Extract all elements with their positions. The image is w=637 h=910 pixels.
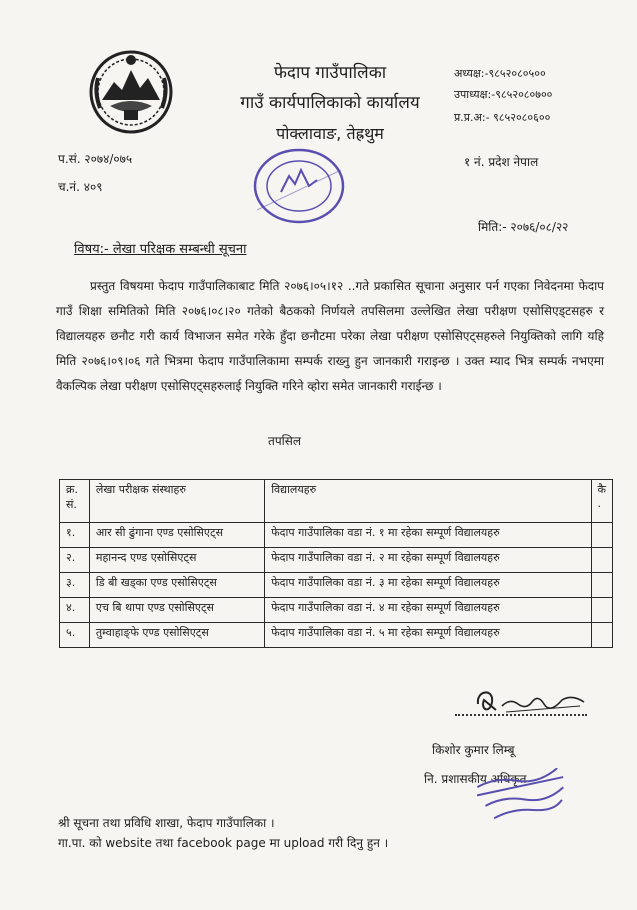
contact-vicechair: उपाध्यक्ष:-९८५२०८०७०० xyxy=(454,88,553,101)
notice-subject: विषय:- लेखा परिक्षक सम्बन्धी सूचना xyxy=(74,242,247,257)
row-serial: २. xyxy=(60,548,90,573)
footer-instruction: गा.पा. को website तथा facebook page मा upload गरी दिनु हुन । xyxy=(58,836,389,850)
row-serial: १. xyxy=(60,523,90,548)
contact-chair: अध्यक्ष:-९८५२०८०५०० xyxy=(454,67,546,80)
table-header-row xyxy=(60,480,613,523)
row-schools: फेदाप गाउँपालिका वडा नं. २ मा रहेका सम्पूर्ण विद्यालयहरु xyxy=(265,548,591,573)
row-schools: फेदाप गाउँपालिका वडा नं. ५ मा रहेका सम्पूर्ण विद्यालयहरु xyxy=(265,623,591,648)
table-row xyxy=(60,623,613,648)
auditor-schedule-table xyxy=(59,479,613,648)
header-remarks: कै . xyxy=(591,480,612,523)
row-schools: फेदाप गाउँपालिका वडा नं. ४ मा रहेका सम्पूर्ण विद्यालयहरु xyxy=(265,598,591,623)
row-remarks xyxy=(591,548,612,573)
signer-name: किशोर कुमार लिम्बू xyxy=(432,743,515,757)
table-row xyxy=(60,523,613,548)
schedule-heading: तपसिल xyxy=(268,434,302,448)
signer-designation: नि. प्रशासकीय अधिकृत xyxy=(424,772,527,786)
row-firm: एच बि थापा एण्ड एसोसिएट्स xyxy=(89,598,264,623)
dispatch-number: च.नं. ४०९ xyxy=(58,180,103,194)
header-firm: लेखा परीक्षक संस्थाहरु xyxy=(89,480,264,523)
header-schools: विद्यालयहरु xyxy=(265,480,591,523)
office-location: पोक्लावाङ, तेह्रथुम xyxy=(276,124,384,143)
row-schools: फेदाप गाउँपालिका वडा नं. १ मा रहेका सम्पूर्ण विद्यालयहरु xyxy=(265,523,591,548)
officer-stamp-icon xyxy=(470,768,574,822)
row-remarks xyxy=(591,573,612,598)
table-row xyxy=(60,573,613,598)
header-serial: क्र. सं. xyxy=(60,480,90,523)
row-serial: ३. xyxy=(60,573,90,598)
row-serial: ४. xyxy=(60,598,90,623)
province-label: १ नं. प्रदेश नेपाल xyxy=(464,155,539,169)
row-firm: महानन्द एण्ड एसोसिएट्स xyxy=(89,548,264,573)
row-schools: फेदाप गाउँपालिका वडा नं. ३ मा रहेका सम्पूर्ण विद्यालयहरु xyxy=(265,573,591,598)
row-remarks xyxy=(591,523,612,548)
row-remarks xyxy=(591,598,612,623)
fiscal-reference: प.सं. २०७४/०७५ xyxy=(58,152,133,166)
nepal-emblem-icon xyxy=(88,48,174,136)
row-firm: आर सी ढुंगाना एण्ड एसोसिएट्स xyxy=(89,523,264,548)
row-firm: डि बी खड्का एण्ड एसोसिएट्स xyxy=(89,573,264,598)
signature-line xyxy=(455,714,587,716)
office-subtitle: गाउँ कार्यपालिकाको कार्यालय xyxy=(240,93,420,113)
contact-cao: प्र.प्र.अ:- ९८५२०८०६०० xyxy=(454,111,551,124)
office-seal-icon xyxy=(243,140,355,230)
table-row xyxy=(60,598,613,623)
notice-body: प्रस्तुत विषयमा फेदाप गाउँपालिकाबाट मिति २०७६।०५।१२ ..गते प्रकासित सूचाना अनुसार पर्न गएका निवेदनमा फेदाप गाउँ शिक्षा समितिको मिति २०७६।०८।२० गतेको बैठकको निर्णयले तपसिलमा उल्लेखित लेखा परीक्षण एसोसिएड्टसहरु र विद्यालयहरु छनौट गरी कार्य विभाजन समेत गरेके हुँदा छनौटमा परेका लेखा परीक्षण एसोसिएट्सहरुले नियुक्तिको लागि यहि मिति २०७६।०९।०६ गते भित्रमा फेदाप गाउँपालिकामा सम्पर्क राख्नु हुन जानकारी गराइन्छ । उक्त म्याद भित्र सम्पर्क नभएमा वैकल्पिक लेखा परीक्षण एसोसिएट्सहरुलाई नियुक्ति गरिने व्हाेरा समेत जानकारी गराईन्छ । xyxy=(56,279,604,393)
row-remarks xyxy=(591,623,612,648)
office-name: फेदाप गाउँपालिका xyxy=(273,63,387,83)
table-row xyxy=(60,548,613,573)
row-firm: तुम्वाहाङ्फे एण्ड एसोसिएट्स xyxy=(89,623,264,648)
document-date: मिति:- २०७६/०८/२२ xyxy=(478,220,569,234)
row-serial: ५. xyxy=(60,623,90,648)
footer-recipient: श्री सूचना तथा प्रविधि शाखा, फेदाप गाउँपालिका । xyxy=(58,816,275,830)
